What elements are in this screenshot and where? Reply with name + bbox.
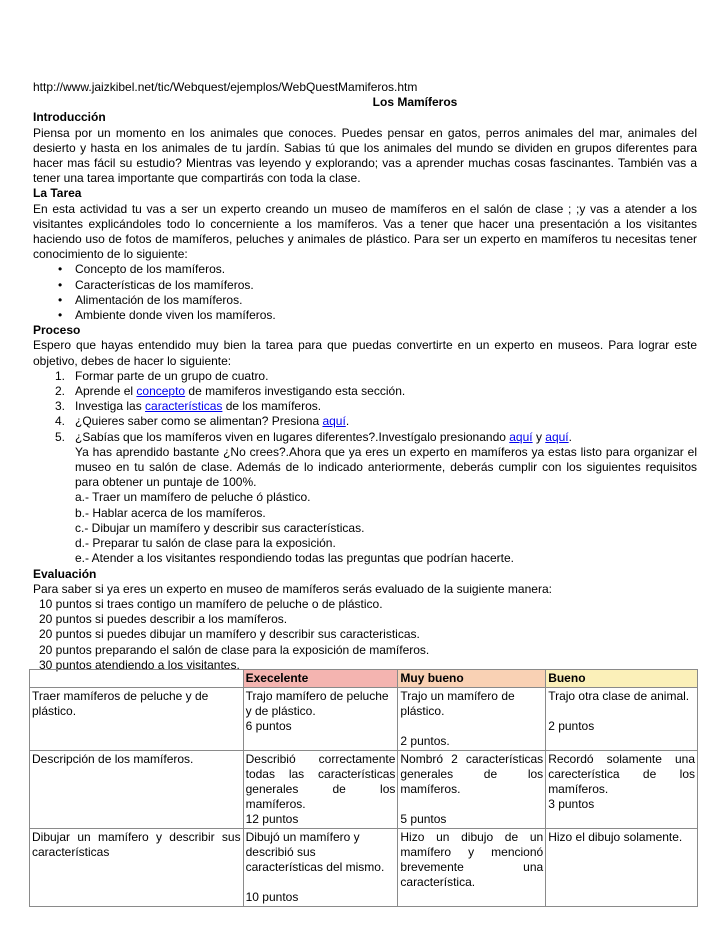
table-row	[30, 829, 698, 907]
task-text: En esta actividad tu vas a ser un experto creando un museo de mamíferos en el salón de clase ; ;y vas a atender a los visitantes explicándoles todo lo concerniente a los mamíferos. Vas a tener que hacer una presentación a los visitantes haciendo uso de fotos de mamíferos, peluches y animales de plástico. Para ser un experto en mamíferos tu necesitas tener conocimiento de lo siguiente:	[33, 201, 697, 262]
requirement: c.- Dibujar un mamífero y describir sus características.	[75, 520, 365, 535]
points-item: 30 puntos atendiendo a los visitantes.	[39, 657, 240, 672]
concepto-link[interactable]: concepto	[136, 384, 186, 399]
alimentacion-link[interactable]: aquí	[322, 414, 346, 429]
step-2: 2. Aprende el concepto de mamiferos investigando esta sección.	[55, 384, 406, 399]
rubric-header-row	[30, 670, 698, 688]
step-4: 4. ¿Quieres saber como se alimentan? Presiona aquí.	[55, 414, 350, 429]
list-item: • Ambiente donde viven los mamíferos.	[75, 308, 697, 323]
process-text: Espero que hayas entendido muy bien la tarea para que puedas convertirte en un experto en museos. Para lograr este objetivo, debes de hacer lo siguiente:	[33, 338, 697, 368]
table-row	[30, 688, 698, 751]
document-body	[33, 80, 697, 673]
requirement: b.- Hablar acerca de los mamíferos.	[75, 505, 266, 520]
criterion-cell: Dibujar un mamífero y describir sus características	[30, 829, 244, 907]
source-url: http://www.jaizkibel.net/tic/Webquest/ejemplos/WebQuestMamiferos.htm	[33, 80, 418, 94]
step-3: 3. Investiga las características de los mamíferos.	[55, 399, 322, 414]
header-bueno: Bueno	[546, 670, 698, 688]
requirement: e.- Atender a los visitantes respondiendo todas las preguntas que podrían hacerte.	[75, 551, 514, 566]
muy-bueno-cell: Nombró 2 características generales de los mamíferos. 5 puntos	[398, 751, 546, 829]
criterion-cell: Descripción de los mamíferos.	[30, 751, 244, 829]
table-row	[30, 751, 698, 829]
intro-text: Piensa por un momento en los animales que conoces. Puedes pensar en gatos, perros animales del mar, animales del desierto y hasta en los animales de tu jardín. Sabias tú que los animales del mundo se dividen en grupos diferentes para hacer mas fácil su estudio? Mientras vas leyendo y explorando; vas a aprender muchas cosas fascinantes. También vas a tener una tarea importante que compartirás con toda la clase.	[33, 125, 697, 186]
requirement: a.- Traer un mamífero de peluche ó plástico.	[75, 490, 311, 505]
muy-bueno-cell: Trajo un mamífero de plástico. 2 puntos.	[398, 688, 546, 751]
evaluation-text: Para saber si ya eres un experto en museo de mamíferos serás evaluado de la suigiente manera:	[33, 581, 552, 596]
header-muy-bueno: Muy bueno	[398, 670, 546, 688]
header-excelente: Execelente	[243, 670, 398, 688]
criterion-cell: Traer mamíferos de peluche y de plástico.	[30, 688, 244, 751]
bueno-cell: Hizo el dibujo solamente.	[546, 829, 698, 907]
excelente-cell: Dibujó un mamífero y describió sus características del mismo. 10 puntos	[243, 829, 398, 907]
list-item: • Alimentación de los mamíferos.	[75, 293, 697, 308]
caracteristicas-link[interactable]: características	[145, 399, 223, 414]
intro-heading: Introducción	[33, 110, 106, 125]
rubric-corner	[30, 670, 244, 688]
evaluation-heading: Evaluación	[33, 566, 97, 581]
bueno-cell: Recordó solamente una carecterística de los mamíferos. 3 puntos	[546, 751, 698, 829]
excelente-cell: Describió correctamente todas las características generales de los mamíferos. 12 puntos	[243, 751, 398, 829]
list-item: • Características de los mamíferos.	[75, 278, 697, 293]
points-item: 20 puntos si puedes describir a los mamíferos.	[39, 612, 288, 627]
points-item: 10 puntos si traes contigo un mamífero de peluche o de plástico.	[39, 596, 383, 611]
requirement: d.- Preparar tu salón de clase para la exposición.	[75, 536, 336, 551]
rubric-table	[29, 669, 698, 907]
excelente-cell: Trajo mamífero de peluche y de plástico. 6 puntos	[243, 688, 398, 751]
page-title: Los Mamíferos	[372, 95, 458, 110]
points-item: 20 puntos preparando el salón de clase para la exposición de mamíferos.	[39, 642, 430, 657]
bueno-cell: Trajo otra clase de animal. 2 puntos	[546, 688, 698, 751]
task-heading: La Tarea	[33, 186, 82, 201]
points-item: 20 puntos si puedes dibujar un mamífero y describir sus caracteristicas.	[39, 627, 420, 642]
step-1: 1. Formar parte de un grupo de cuatro.	[55, 368, 269, 383]
list-item: • Concepto de los mamíferos.	[75, 262, 697, 277]
task-list	[33, 262, 697, 323]
ambiente-link-2[interactable]: aquí	[545, 429, 569, 444]
muy-bueno-cell: Hizo un dibujo de un mamífero y mencionó brevemente una característica.	[398, 829, 546, 907]
process-steps	[33, 369, 697, 567]
step-5: 5. ¿Sabías que los mamíferos viven en lugares diferentes?.Investígalo presionando aquí y aquí. Ya has aprendido bastante ¿No crees?.Ahora que ya eres un experto en mamíferos ya estas listo para organizar el museo en tu salón de clase. Además de lo indicado anteriormente, deberás cumplir con los siguientes requisitos para obtener un puntaje de 100%. a.- Traer un mamífero de peluche ó plástico. b.- Hablar acerca de los mamíferos. c.- Dibujar un mamífero y describir sus características. d.- Preparar tu salón de clase para la exposición. e.- Atender a los visitantes respondiendo todas las preguntas que podrían hacerte.	[55, 429, 697, 566]
step-5-more: Ya has aprendido bastante ¿No crees?.Ahora que ya eres un experto en mamíferos ya estas listo para organizar el museo en tu salón de clase. Además de lo indicado anteriormente, deberás cumplir con los siguientes requisitos para obtener un puntaje de 100%.	[75, 444, 697, 490]
process-heading: Proceso	[33, 323, 81, 338]
ambiente-link-1[interactable]: aquí	[509, 429, 533, 444]
